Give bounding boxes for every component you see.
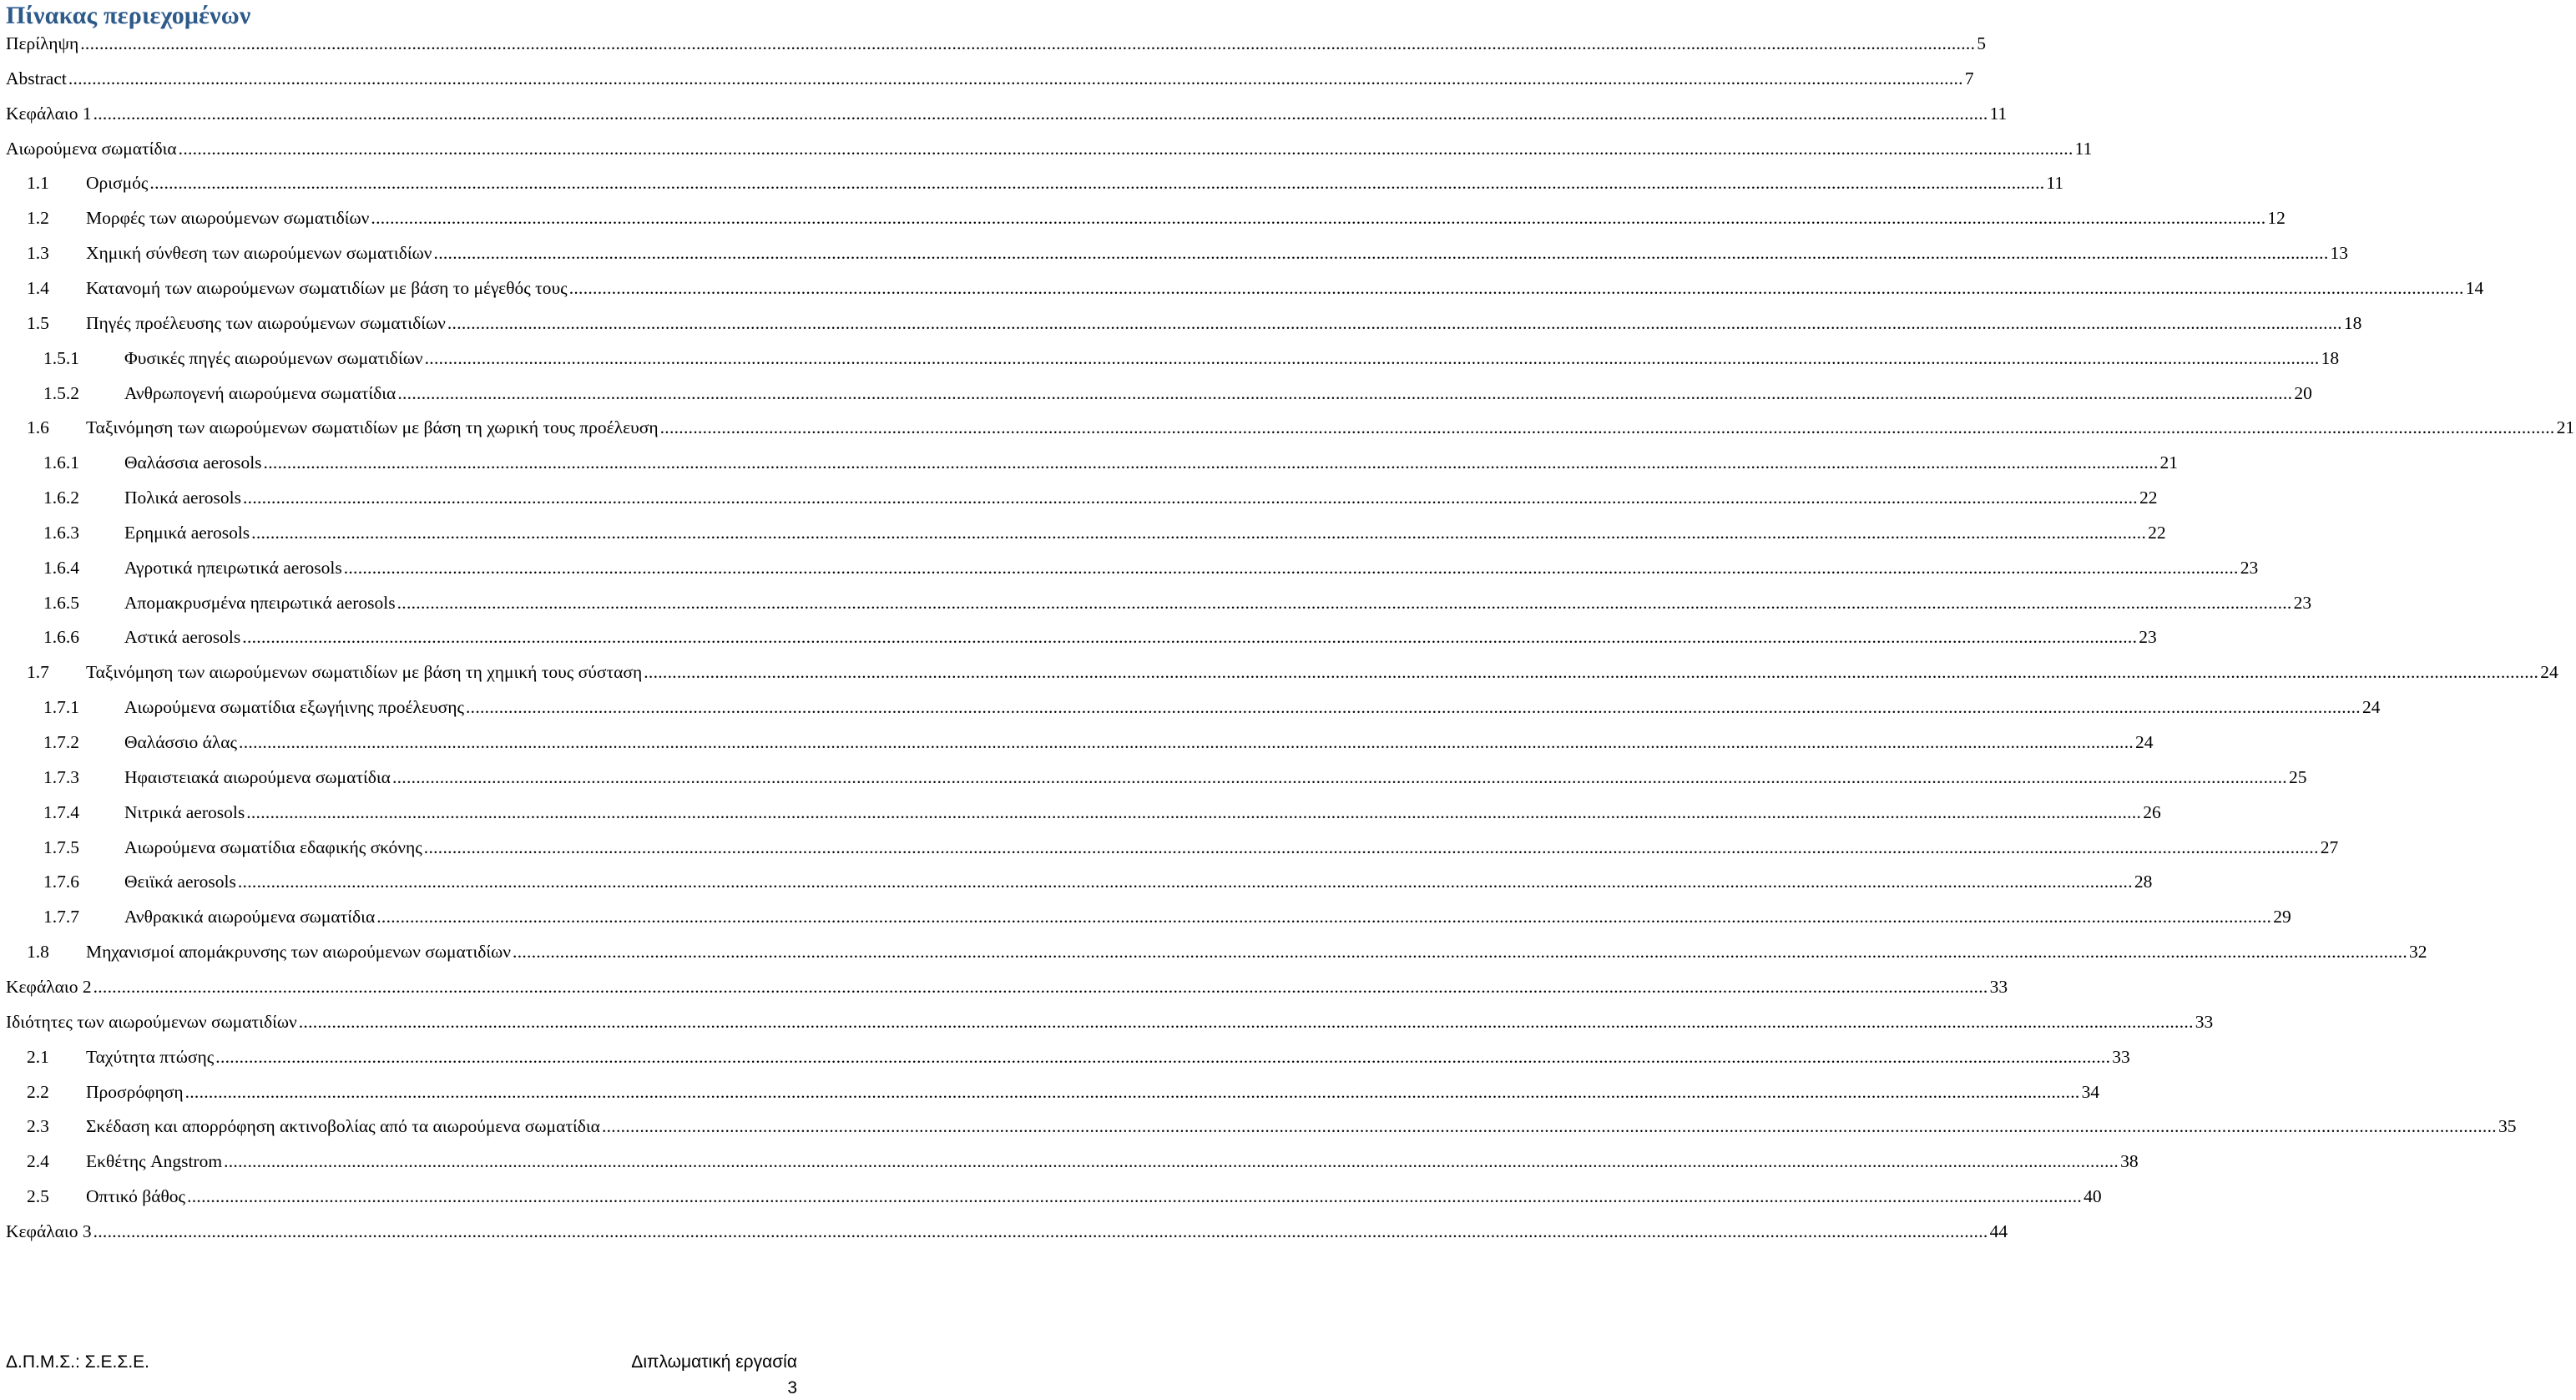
dot-leader: ................................................................................................................................................................................................................................................................................................................................................................................................................ [93,976,1988,997]
toc-entry-number: 1.3 [27,243,49,264]
toc-entry-page: 11 [1989,103,2008,124]
toc-entry-page: 23 [2240,557,2259,578]
toc-entry-page: 26 [2143,801,2161,822]
dot-leader: ................................................................................................................................................................................................................................................................................................................................................................................................................ [237,872,2133,892]
toc-entry-number: 1.7.4 [43,801,79,822]
dot-leader: ................................................................................................................................................................................................................................................................................................................................................................................................................ [93,1221,1988,1241]
toc-entry-number: 1.6 [27,417,49,438]
toc-entry-title: Φυσικές πηγές αιωρούμενων σωματιδίων [124,347,423,368]
dot-leader: ................................................................................................................................................................................................................................................................................................................................................................................................................ [178,138,2073,159]
toc-entry-title: Abstract [6,68,67,88]
toc-entry[interactable] [6,136,2093,161]
toc-entry[interactable] [43,730,2154,755]
toc-entry[interactable] [27,1184,2102,1209]
toc-entry-page: 34 [2081,1081,2100,1102]
toc-entry-number: 1.8 [27,942,49,963]
dot-leader: ................................................................................................................................................................................................................................................................................................................................................................................................................ [215,1046,2111,1067]
dot-leader: ................................................................................................................................................................................................................................................................................................................................................................................................................ [263,452,2159,473]
toc-entry-title: Εκθέτης Angstrom [86,1151,223,1172]
dot-leader: ................................................................................................................................................................................................................................................................................................................................................................................................................ [251,522,2147,543]
toc-entry-page: 35 [2498,1116,2517,1137]
dot-leader: ................................................................................................................................................................................................................................................................................................................................................................................................................ [376,907,2272,927]
toc-entry-title: Ορισμός [86,173,149,194]
toc-entry-title: Θαλάσσια aerosols [124,452,262,473]
toc-entry[interactable] [6,1219,2008,1244]
toc-entry-number: 1.6.1 [43,452,79,473]
toc-entry[interactable] [6,101,2008,126]
dot-leader: ................................................................................................................................................................................................................................................................................................................................................................................................................ [239,732,2134,752]
toc-entry-number: 1.4 [27,277,49,298]
toc-entry[interactable] [6,974,2008,999]
toc-entry-title: Ανθρωπογενή αιωρούμενα σωματίδια [124,382,397,403]
dot-leader: ................................................................................................................................................................................................................................................................................................................................................................................................................ [246,801,2142,822]
toc-entry[interactable] [27,275,2484,301]
dot-leader: ................................................................................................................................................................................................................................................................................................................................................................................................................ [68,68,1963,88]
toc-entry-title: Κεφάλαιο 2 [6,976,92,997]
dot-leader: ................................................................................................................................................................................................................................................................................................................................................................................................................ [224,1151,2119,1172]
toc-entry-page: 33 [2112,1046,2130,1067]
toc-entry-title: Αιωρούμενα σωματίδια εξωγήινης προέλευσης [124,697,464,718]
toc-entry[interactable] [27,205,2286,230]
toc-entry-page: 23 [2293,592,2312,613]
dot-leader: ................................................................................................................................................................................................................................................................................................................................................................................................................ [465,697,2361,718]
toc-entry[interactable] [43,450,2179,475]
toc-entry-number: 1.5.1 [43,347,79,368]
toc-entry[interactable] [27,170,2064,195]
toc-entry-title: Χημική σύνθεση των αιωρούμενων σωματιδίων [86,243,432,264]
toc-entry-number: 1.5 [27,312,49,333]
toc-entry-number: 1.6.6 [43,627,79,648]
toc-entry-page: 27 [2320,836,2339,857]
toc-entry-number: 1.6.4 [43,557,79,578]
toc-entry-page: 38 [2120,1151,2139,1172]
toc-entry-number: 1.7.6 [43,872,79,892]
toc-entry[interactable] [43,800,2161,825]
toc-entry-number: 1.5.2 [43,382,79,403]
toc-entry[interactable] [27,1114,2517,1139]
toc-entry-page: 44 [1989,1221,2008,1241]
toc-entry[interactable] [27,1079,2100,1104]
dot-leader: ................................................................................................................................................................................................................................................................................................................................................................................................................ [659,417,2555,438]
dot-leader: ................................................................................................................................................................................................................................................................................................................................................................................................................ [80,33,1976,53]
toc-entry-page: 24 [2361,697,2381,718]
toc-entry-page: 22 [2139,488,2158,508]
dot-leader: ................................................................................................................................................................................................................................................................................................................................................................................................................ [371,208,2266,229]
footer-right: Διπλωματική εργασία [631,1352,797,1372]
toc-entry[interactable] [43,485,2158,510]
toc-entry-title: Αστικά aerosols [124,627,241,648]
dot-leader: ................................................................................................................................................................................................................................................................................................................................................................................................................ [242,627,2138,648]
toc-entry-title: Ερημικά aerosols [124,522,250,543]
dot-leader: ................................................................................................................................................................................................................................................................................................................................................................................................................ [397,382,2293,403]
toc-entry-page: 20 [2294,382,2312,403]
toc-entry-number: 1.6.3 [43,522,79,543]
toc-entry[interactable] [6,66,1974,91]
dot-leader: ................................................................................................................................................................................................................................................................................................................................................................................................................ [447,312,2342,333]
toc-entry-page: 21 [2556,417,2575,438]
toc-entry-number: 2.2 [27,1081,49,1102]
toc-entry-page: 21 [2159,452,2179,473]
toc-entry-number: 2.4 [27,1151,49,1172]
toc-entry-title: Μηχανισμοί απομάκρυνσης των αιωρούμενων σωματιδίων [86,942,512,963]
toc-entry-title: Κεφάλαιο 1 [6,103,92,124]
toc-entry-title: Θειϊκά aerosols [124,872,236,892]
toc-entry-title: Νιτρικά aerosols [124,801,245,822]
dot-leader: ................................................................................................................................................................................................................................................................................................................................................................................................................ [184,1081,2080,1102]
dot-leader: ................................................................................................................................................................................................................................................................................................................................................................................................................ [433,243,2329,264]
toc-entry[interactable] [43,765,2307,790]
toc-entry-number: 1.1 [27,173,49,194]
toc-entry-number: 1.7.7 [43,907,79,927]
toc-entry[interactable] [43,835,2339,860]
toc-entry[interactable] [43,520,2166,545]
toc-entry-number: 1.7.5 [43,836,79,857]
toc-entry[interactable] [27,240,2349,265]
toc-entry-title: Απομακρυσμένα ηπειρωτικά aerosols [124,592,396,613]
toc-entry-title: Ταξινόμηση των αιωρούμενων σωματιδίων με βάση τη χωρική τους προέλευση [86,417,659,438]
dot-leader: ................................................................................................................................................................................................................................................................................................................................................................................................................ [568,277,2464,298]
toc-entry-page: 23 [2139,627,2157,648]
toc-entry-title: Ιδιότητες των αιωρούμενων σωματιδίων [6,1011,297,1032]
page-number: 3 [787,1378,797,1397]
toc-entry-title: Ταξινόμηση των αιωρούμενων σωματιδίων με βάση τη χημική τους σύσταση [86,662,643,683]
toc-entry-title: Αιωρούμενα σωματίδια εδαφικής σκόνης [124,836,422,857]
toc-entry[interactable] [43,555,2259,580]
dot-leader: ................................................................................................................................................................................................................................................................................................................................................................................................................ [298,1011,2194,1032]
toc-entry-page: 33 [1989,976,2008,997]
toc-entry[interactable] [43,590,2312,615]
toc-entry-page: 25 [2288,766,2307,787]
toc-title: Πίνακας περιεχομένων [6,2,251,29]
toc-entry-title: Πηγές προέλευσης των αιωρούμενων σωματιδίων [86,312,446,333]
toc-entry-number: 2.1 [27,1046,49,1067]
toc-entry[interactable] [43,695,2381,720]
toc-entry-page: 32 [2409,942,2427,963]
dot-leader: ................................................................................................................................................................................................................................................................................................................................................................................................................ [343,557,2239,578]
toc-entry-title: Προσρόφηση [86,1081,184,1102]
toc-entry-title: Αγροτικά ηπειρωτικά aerosols [124,557,342,578]
toc-entry-page: 33 [2195,1011,2214,1032]
toc-entry[interactable] [27,1149,2139,1174]
toc-entry-number: 2.3 [27,1116,49,1137]
dot-leader: ................................................................................................................................................................................................................................................................................................................................................................................................................ [242,488,2138,508]
toc-entry-number: 1.2 [27,208,49,229]
dot-leader: ................................................................................................................................................................................................................................................................................................................................................................................................................ [93,103,1988,124]
toc-entry-title: Μορφές των αιωρούμενων σωματιδίων [86,208,370,229]
toc-entry-page: 12 [2267,208,2286,229]
toc-entry-title: Κατανομή των αιωρούμενων σωματιδίων με βάση το μέγεθός τους [86,277,568,298]
toc-entry-title: Κεφάλαιο 3 [6,1221,92,1241]
dot-leader: ................................................................................................................................................................................................................................................................................................................................................................................................................ [513,942,2408,963]
toc-entry-page: 18 [2321,347,2340,368]
toc-entry-page: 11 [2046,173,2064,194]
toc-entry-title: Θαλάσσιο άλας [124,732,238,752]
toc-entry-title: Ταχύτητα πτώσης [86,1046,215,1067]
toc-entry-number: 1.7.2 [43,732,79,752]
toc-entry-title: Ανθρακικά αιωρούμενα σωματίδια [124,907,376,927]
toc-entry-title: Αιωρούμενα σωματίδια [6,138,177,159]
toc-entry-title: Οπτικό βάθος [86,1186,186,1207]
dot-leader: ................................................................................................................................................................................................................................................................................................................................................................................................................ [149,173,2045,194]
toc-entry-page: 24 [2540,662,2558,683]
toc-entry-number: 2.5 [27,1186,49,1207]
toc-entry-page: 13 [2330,243,2349,264]
toc-entry-page: 7 [1964,68,1974,88]
toc-entry-number: 1.7 [27,662,49,683]
toc-entry-page: 40 [2084,1186,2102,1207]
dot-leader: ................................................................................................................................................................................................................................................................................................................................................................................................................ [397,592,2292,613]
toc-entry-number: 1.7.3 [43,766,79,787]
toc-entry-page: 24 [2135,732,2154,752]
toc-entry[interactable] [27,939,2427,964]
toc-entry-number: 1.7.1 [43,697,79,718]
toc-entry-page: 5 [1977,33,1986,53]
dot-leader: ................................................................................................................................................................................................................................................................................................................................................................................................................ [391,766,2287,787]
toc-entry-page: 22 [2148,522,2166,543]
toc-entry[interactable] [6,31,1986,56]
toc-entry[interactable] [27,1044,2130,1069]
toc-entry[interactable] [27,311,2362,336]
toc-entry-page: 28 [2134,872,2153,892]
toc-entry[interactable] [6,1009,2214,1034]
toc-entry-page: 18 [2343,312,2362,333]
footer-left: Δ.Π.Μ.Σ.: Σ.Ε.Σ.Ε. [6,1352,149,1372]
toc-entry-page: 14 [2465,277,2484,298]
toc-entry-title: Σκέδαση και απορρόφηση ακτινοβολίας από τα αιωρούμενα σωματίδια [86,1116,600,1137]
toc-entry-page: 11 [2074,138,2093,159]
toc-entry[interactable] [43,346,2340,371]
toc-entry[interactable] [43,869,2153,894]
toc-entry-title: Ηφαιστειακά αιωρούμενα σωματίδια [124,766,391,787]
toc-entry[interactable] [43,624,2157,649]
toc-entry-page: 29 [2273,907,2291,927]
toc-entry-number: 1.6.5 [43,592,79,613]
toc-entry-title: Περίληψη [6,33,79,53]
toc-entry[interactable] [27,660,2558,685]
dot-leader: ................................................................................................................................................................................................................................................................................................................................................................................................................ [644,662,2539,683]
dot-leader: ................................................................................................................................................................................................................................................................................................................................................................................................................ [601,1116,2497,1137]
toc-entry[interactable] [27,415,2575,440]
toc-entry[interactable] [43,904,2291,929]
toc-entry-title: Πολικά aerosols [124,488,241,508]
dot-leader: ................................................................................................................................................................................................................................................................................................................................................................................................................ [424,347,2320,368]
toc-entry-number: 1.6.2 [43,488,79,508]
toc-entry[interactable] [43,381,2312,406]
dot-leader: ................................................................................................................................................................................................................................................................................................................................................................................................................ [187,1186,2083,1207]
dot-leader: ................................................................................................................................................................................................................................................................................................................................................................................................................ [423,836,2319,857]
